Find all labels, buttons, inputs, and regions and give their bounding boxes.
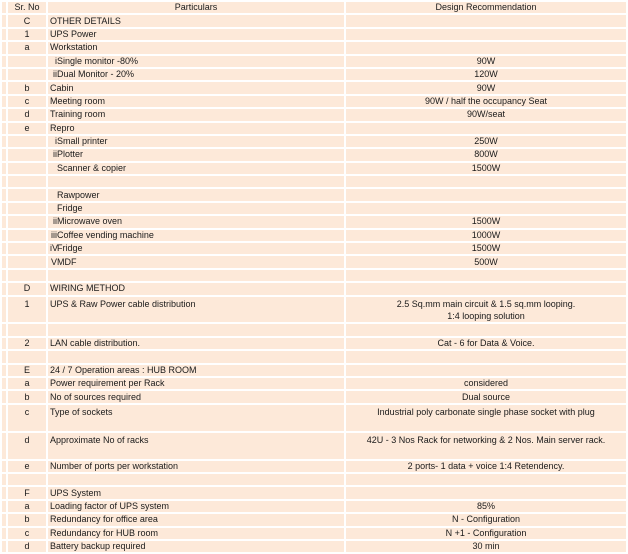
design-recommendation-text: 250W bbox=[474, 136, 498, 147]
particulars-cell[interactable] bbox=[48, 461, 344, 472]
sr-no-cell[interactable]: a bbox=[8, 378, 46, 389]
design-recommendation-cell[interactable] bbox=[346, 528, 626, 539]
gutter-cell[interactable] bbox=[2, 56, 6, 67]
design-recommendation-text: N +1 - Configuration bbox=[445, 527, 527, 538]
table-row bbox=[2, 69, 626, 80]
particulars-cell[interactable] bbox=[48, 96, 344, 107]
gutter-cell[interactable] bbox=[2, 365, 6, 376]
gutter-cell[interactable] bbox=[2, 69, 6, 80]
design-recommendation-cell[interactable] bbox=[346, 378, 626, 389]
particulars-wrap bbox=[50, 123, 344, 134]
particulars-cell[interactable] bbox=[48, 69, 344, 80]
sr-no-cell[interactable]: c bbox=[8, 528, 46, 539]
table-row bbox=[2, 391, 626, 402]
particulars-cell[interactable] bbox=[48, 365, 344, 376]
particulars-wrap bbox=[50, 298, 344, 310]
design-recommendation-text: 1500W bbox=[471, 216, 501, 227]
design-recommendation-text: 90W/seat bbox=[466, 109, 506, 120]
table-body bbox=[2, 2, 626, 552]
table-row bbox=[2, 243, 626, 254]
roman-prefix: ii bbox=[53, 69, 57, 80]
sr-no-cell[interactable]: C bbox=[8, 15, 46, 26]
table-row bbox=[2, 109, 626, 120]
blank-row bbox=[2, 351, 626, 362]
design-recommendation-text: 1:4 looping solution bbox=[447, 311, 525, 321]
blank-row bbox=[2, 176, 626, 187]
sr-no-cell[interactable]: E bbox=[8, 365, 46, 376]
sr-no-cell[interactable]: 1 bbox=[8, 29, 46, 40]
design-recommendation-cell[interactable] bbox=[346, 149, 626, 160]
particulars-cell[interactable] bbox=[48, 216, 344, 227]
particulars-wrap bbox=[50, 541, 344, 552]
particulars-cell[interactable] bbox=[48, 123, 344, 134]
particulars-cell[interactable] bbox=[48, 283, 344, 294]
sr-no-cell[interactable]: b bbox=[8, 514, 46, 525]
particulars-wrap bbox=[50, 365, 344, 376]
particulars-text: Small printer bbox=[57, 136, 108, 147]
roman-prefix: iV bbox=[50, 243, 59, 254]
gutter-cell[interactable] bbox=[2, 42, 6, 53]
particulars-wrap bbox=[50, 528, 344, 539]
sr-no-cell[interactable]: c bbox=[8, 96, 46, 107]
gutter-cell[interactable] bbox=[2, 528, 6, 539]
table-row bbox=[2, 230, 626, 241]
table-row bbox=[2, 487, 626, 498]
table-row bbox=[2, 203, 626, 214]
gutter-cell[interactable] bbox=[2, 297, 6, 323]
gutter-cell[interactable] bbox=[2, 338, 6, 349]
design-recommendation-cell[interactable] bbox=[346, 42, 626, 53]
table-row bbox=[2, 149, 626, 160]
sr-no-cell[interactable] bbox=[8, 203, 46, 214]
gutter-cell[interactable] bbox=[2, 474, 6, 485]
sr-no-cell[interactable] bbox=[8, 324, 46, 335]
particulars-wrap bbox=[50, 378, 344, 389]
design-recommendation-text: 120W bbox=[474, 69, 498, 80]
particulars-text: Type of sockets bbox=[50, 406, 113, 417]
gutter-cell[interactable] bbox=[2, 123, 6, 134]
particulars-text: Scanner & copier bbox=[57, 162, 127, 173]
gutter-cell[interactable] bbox=[2, 203, 6, 214]
table-row bbox=[2, 189, 626, 200]
design-recommendation-text: N - Configuration bbox=[451, 514, 521, 525]
design-recommendation-cell[interactable] bbox=[346, 176, 626, 187]
table-row bbox=[2, 461, 626, 472]
roman-prefix: iii bbox=[51, 229, 57, 240]
sr-no-cell[interactable] bbox=[8, 351, 46, 362]
particulars-text: Battery backup required bbox=[50, 541, 146, 552]
particulars-wrap bbox=[50, 338, 344, 349]
particulars-cell[interactable] bbox=[48, 189, 344, 200]
design-recommendation-cell[interactable] bbox=[346, 243, 626, 254]
gutter-cell[interactable] bbox=[2, 270, 6, 281]
particulars-cell[interactable] bbox=[48, 82, 344, 93]
gutter-cell[interactable] bbox=[2, 82, 6, 93]
gutter-cell[interactable] bbox=[2, 163, 6, 174]
particulars-cell[interactable] bbox=[48, 474, 344, 485]
design-recommendation-text: 1500W bbox=[471, 162, 501, 173]
gutter-cell[interactable] bbox=[2, 176, 6, 187]
particulars-text: Dual Monitor - 20% bbox=[57, 69, 135, 80]
gutter-cell[interactable] bbox=[2, 230, 6, 241]
roman-prefix: ii bbox=[53, 216, 57, 227]
gutter-cell[interactable] bbox=[2, 461, 6, 472]
gutter-cell[interactable] bbox=[2, 109, 6, 120]
table-row bbox=[2, 15, 626, 26]
particulars-wrap bbox=[50, 163, 344, 174]
gutter-cell[interactable] bbox=[2, 216, 6, 227]
design-recommendation-text: 2.5 Sq.mm main circuit & 1.5 sq.mm looping. bbox=[396, 298, 576, 309]
particulars-cell[interactable] bbox=[48, 270, 344, 281]
particulars-text: LAN cable distribution. bbox=[50, 338, 141, 349]
particulars-wrap bbox=[50, 83, 344, 94]
particulars-wrap bbox=[50, 325, 344, 336]
particulars-text: No of sources required bbox=[50, 391, 142, 402]
particulars-cell[interactable] bbox=[48, 15, 344, 26]
design-recommendation-text: 90W bbox=[476, 82, 496, 93]
particulars-cell[interactable] bbox=[48, 29, 344, 40]
particulars-cell[interactable] bbox=[48, 243, 344, 254]
sr-no-cell[interactable] bbox=[8, 56, 46, 67]
gutter-cell[interactable] bbox=[2, 283, 6, 294]
sr-no-cell[interactable] bbox=[8, 189, 46, 200]
sr-no-cell[interactable] bbox=[8, 270, 46, 281]
design-recommendation-text: Dual source bbox=[461, 391, 511, 402]
table-row bbox=[2, 378, 626, 389]
particulars-wrap bbox=[50, 29, 344, 40]
gutter-cell[interactable] bbox=[2, 243, 6, 254]
particulars-cell[interactable] bbox=[48, 528, 344, 539]
gutter-cell[interactable] bbox=[2, 189, 6, 200]
particulars-cell[interactable] bbox=[48, 351, 344, 362]
table-row bbox=[2, 514, 626, 525]
particulars-wrap bbox=[50, 190, 344, 201]
particulars-text: Training room bbox=[50, 109, 106, 120]
particulars-text: Power requirement per Rack bbox=[50, 378, 165, 389]
particulars-text: UPS System bbox=[50, 487, 102, 498]
particulars-wrap bbox=[50, 69, 344, 80]
roman-prefix: V bbox=[50, 256, 57, 267]
particulars-text: Plotter bbox=[57, 149, 84, 160]
table-row bbox=[2, 338, 626, 349]
column-header-design-recommendation[interactable]: Design Recommendation bbox=[346, 2, 626, 13]
sr-no-cell[interactable] bbox=[8, 176, 46, 187]
design-recommendation-cell[interactable] bbox=[346, 405, 626, 431]
design-recommendation-text: 30 min bbox=[472, 541, 500, 552]
table-row bbox=[2, 96, 626, 107]
design-recommendation-cell[interactable] bbox=[346, 163, 626, 174]
table-row bbox=[2, 528, 626, 539]
design-recommendation-cell[interactable] bbox=[346, 69, 626, 80]
table-row bbox=[2, 433, 626, 459]
particulars-text: Fridge bbox=[57, 243, 83, 254]
particulars-cell[interactable] bbox=[48, 405, 344, 431]
column-header-particulars[interactable]: Particulars bbox=[48, 2, 344, 13]
particulars-cell[interactable] bbox=[48, 338, 344, 349]
particulars-wrap bbox=[50, 16, 344, 27]
table-row bbox=[2, 405, 626, 431]
particulars-text: Workstation bbox=[50, 42, 98, 53]
sr-no-cell[interactable] bbox=[8, 136, 46, 147]
design-recommendation-text: Cat - 6 for Data & Voice. bbox=[437, 338, 535, 349]
gutter-cell[interactable] bbox=[2, 324, 6, 335]
design-recommendation-cell[interactable] bbox=[346, 391, 626, 402]
particulars-text: Redundancy for HUB room bbox=[50, 527, 159, 538]
sr-no-cell[interactable] bbox=[8, 256, 46, 267]
roman-prefix: i bbox=[55, 55, 57, 66]
design-recommendation-cell[interactable] bbox=[346, 96, 626, 107]
roman-prefix: ii bbox=[53, 149, 57, 160]
particulars-wrap bbox=[50, 96, 344, 107]
particulars-wrap bbox=[50, 203, 344, 214]
particulars-cell[interactable] bbox=[48, 136, 344, 147]
sr-no-cell[interactable] bbox=[8, 69, 46, 80]
header-row bbox=[2, 2, 626, 13]
gutter-cell[interactable] bbox=[2, 514, 6, 525]
design-recommendation-cell[interactable] bbox=[346, 230, 626, 241]
gutter-cell[interactable] bbox=[2, 378, 6, 389]
particulars-text: Loading factor of UPS system bbox=[50, 500, 170, 511]
sr-no-cell[interactable] bbox=[8, 230, 46, 241]
sr-no-cell[interactable]: a bbox=[8, 42, 46, 53]
design-recommendation-cell[interactable] bbox=[346, 283, 626, 294]
blank-row bbox=[2, 270, 626, 281]
particulars-text: WIRING METHOD bbox=[50, 283, 125, 294]
design-recommendation-text: 42U - 3 Nos Rack for networking & 2 Nos. Main server rack. bbox=[366, 434, 606, 445]
particulars-text: Approximate No of racks bbox=[50, 434, 149, 445]
particulars-wrap bbox=[50, 257, 344, 268]
gutter-cell[interactable] bbox=[2, 351, 6, 362]
gutter-cell[interactable] bbox=[2, 487, 6, 498]
particulars-wrap bbox=[50, 501, 344, 512]
table-row bbox=[2, 501, 626, 512]
design-recommendation-cell[interactable] bbox=[346, 541, 626, 552]
design-recommendation-cell[interactable] bbox=[346, 338, 626, 349]
particulars-cell[interactable] bbox=[48, 378, 344, 389]
sr-no-cell[interactable] bbox=[8, 474, 46, 485]
sr-no-cell[interactable]: d bbox=[8, 541, 46, 552]
table-row bbox=[2, 365, 626, 376]
particulars-text: 24 / 7 Operation areas : HUB ROOM bbox=[50, 364, 197, 375]
particulars-wrap bbox=[50, 270, 344, 281]
sr-no-cell[interactable]: F bbox=[8, 487, 46, 498]
design-recommendation-cell[interactable] bbox=[346, 256, 626, 267]
design-recommendation-cell[interactable] bbox=[346, 203, 626, 214]
table-row bbox=[2, 256, 626, 267]
design-recommendation-cell[interactable] bbox=[346, 365, 626, 376]
design-recommendation-cell[interactable] bbox=[346, 474, 626, 485]
particulars-wrap bbox=[50, 42, 344, 53]
particulars-wrap bbox=[50, 283, 344, 294]
sr-no-cell[interactable]: b bbox=[8, 82, 46, 93]
gutter-cell[interactable] bbox=[2, 433, 6, 459]
particulars-wrap bbox=[50, 149, 344, 160]
blank-row bbox=[2, 474, 626, 485]
design-recommendation-cell[interactable] bbox=[346, 136, 626, 147]
table-row bbox=[2, 283, 626, 294]
design-recommendation-cell[interactable] bbox=[346, 216, 626, 227]
particulars-text: Coffee vending machine bbox=[57, 229, 154, 240]
table-row bbox=[2, 136, 626, 147]
particulars-text: UPS & Raw Power cable distribution bbox=[50, 298, 196, 309]
table-row bbox=[2, 42, 626, 53]
gutter-cell[interactable] bbox=[2, 541, 6, 552]
gutter-cell[interactable] bbox=[2, 136, 6, 147]
particulars-wrap bbox=[50, 230, 344, 241]
design-recommendation-cell[interactable] bbox=[346, 351, 626, 362]
design-recommendation-cell[interactable] bbox=[346, 82, 626, 93]
sr-no-cell[interactable]: D bbox=[8, 283, 46, 294]
table-row bbox=[2, 123, 626, 134]
particulars-wrap bbox=[50, 488, 344, 499]
design-recommendation-text: 90W / half the occupancy Seat bbox=[424, 95, 548, 106]
particulars-wrap bbox=[50, 406, 344, 418]
particulars-cell[interactable] bbox=[48, 297, 344, 323]
table-row bbox=[2, 163, 626, 174]
particulars-cell[interactable] bbox=[48, 230, 344, 241]
roman-prefix: i bbox=[55, 136, 57, 147]
design-recommendation-cell[interactable] bbox=[346, 324, 626, 335]
design-recommendation-text: 1500W bbox=[471, 243, 501, 254]
particulars-text: Microwave oven bbox=[57, 216, 123, 227]
table-row bbox=[2, 29, 626, 40]
particulars-text: Meeting room bbox=[50, 95, 106, 106]
table-row bbox=[2, 56, 626, 67]
design-recommendation-cell[interactable] bbox=[346, 433, 626, 459]
particulars-wrap bbox=[50, 461, 344, 472]
particulars-cell[interactable] bbox=[48, 256, 344, 267]
sr-no-cell[interactable] bbox=[8, 149, 46, 160]
table-row bbox=[2, 216, 626, 227]
particulars-text: Redundancy for office area bbox=[50, 514, 158, 525]
sr-no-cell[interactable] bbox=[8, 163, 46, 174]
particulars-wrap bbox=[50, 109, 344, 120]
sr-no-cell[interactable]: a bbox=[8, 501, 46, 512]
design-recommendation-text: 90W bbox=[476, 55, 496, 66]
particulars-wrap bbox=[50, 351, 344, 362]
design-recommendation-text: 500W bbox=[474, 256, 498, 267]
sr-no-cell[interactable]: c bbox=[8, 405, 46, 431]
particulars-text: Number of ports per workstation bbox=[50, 460, 179, 471]
particulars-cell[interactable] bbox=[48, 176, 344, 187]
design-recommendation-cell[interactable] bbox=[346, 270, 626, 281]
design-recommendation-cell[interactable] bbox=[346, 514, 626, 525]
design-recommendation-cell[interactable] bbox=[346, 189, 626, 200]
sr-no-cell[interactable] bbox=[8, 216, 46, 227]
particulars-cell[interactable] bbox=[48, 433, 344, 459]
particulars-cell[interactable] bbox=[48, 541, 344, 552]
particulars-text: MDF bbox=[57, 256, 77, 267]
sr-no-cell[interactable]: e bbox=[8, 461, 46, 472]
sr-no-cell[interactable]: 2 bbox=[8, 338, 46, 349]
design-recommendation-text: 2 ports- 1 data + voice 1:4 Retendency. bbox=[407, 460, 565, 471]
particulars-wrap bbox=[50, 474, 344, 485]
sr-no-cell[interactable]: d bbox=[8, 433, 46, 459]
particulars-cell[interactable] bbox=[48, 324, 344, 335]
particulars-cell[interactable] bbox=[48, 149, 344, 160]
particulars-cell[interactable] bbox=[48, 203, 344, 214]
gutter-cell[interactable] bbox=[2, 149, 6, 160]
particulars-wrap bbox=[50, 136, 344, 147]
design-recommendation-text: 85% bbox=[476, 500, 495, 511]
design-recommendation-cell[interactable] bbox=[346, 297, 626, 323]
blank-row bbox=[2, 324, 626, 335]
design-recommendation-cell[interactable] bbox=[346, 15, 626, 26]
design-recommendation-text: considered bbox=[463, 378, 509, 389]
gutter-cell[interactable] bbox=[2, 501, 6, 512]
gutter-cell[interactable] bbox=[2, 256, 6, 267]
particulars-text: Fridge bbox=[57, 203, 83, 214]
design-recommendation-cell[interactable] bbox=[346, 461, 626, 472]
gutter-cell[interactable] bbox=[2, 15, 6, 26]
table-row bbox=[2, 541, 626, 552]
gutter-cell[interactable] bbox=[2, 2, 6, 13]
design-recommendation-cell[interactable] bbox=[346, 123, 626, 134]
design-recommendation-cell[interactable] bbox=[346, 56, 626, 67]
particulars-wrap bbox=[50, 216, 344, 227]
sr-no-cell[interactable]: 1 bbox=[8, 297, 46, 323]
sr-no-cell[interactable]: d bbox=[8, 109, 46, 120]
column-header-sr-no[interactable]: Sr. No bbox=[8, 2, 46, 13]
particulars-cell[interactable] bbox=[48, 109, 344, 120]
gutter-cell[interactable] bbox=[2, 96, 6, 107]
particulars-text: Repro bbox=[50, 122, 75, 133]
sr-no-cell[interactable]: b bbox=[8, 391, 46, 402]
particulars-cell[interactable] bbox=[48, 501, 344, 512]
particulars-cell[interactable] bbox=[48, 42, 344, 53]
design-recommendation-text: 800W bbox=[474, 149, 498, 160]
particulars-wrap bbox=[50, 392, 344, 403]
gutter-cell[interactable] bbox=[2, 405, 6, 431]
sr-no-cell[interactable]: e bbox=[8, 123, 46, 134]
particulars-wrap bbox=[50, 434, 344, 446]
particulars-cell[interactable] bbox=[48, 391, 344, 402]
particulars-text: Single monitor -80% bbox=[57, 55, 139, 66]
design-recommendation-cell[interactable] bbox=[346, 29, 626, 40]
design-recommendation-cell[interactable] bbox=[346, 487, 626, 498]
gutter-cell[interactable] bbox=[2, 391, 6, 402]
particulars-wrap bbox=[50, 176, 344, 187]
particulars-cell[interactable] bbox=[48, 56, 344, 67]
design-recommendation-cell[interactable] bbox=[346, 109, 626, 120]
sr-no-cell[interactable] bbox=[8, 243, 46, 254]
table-row bbox=[2, 82, 626, 93]
particulars-wrap bbox=[50, 56, 344, 67]
design-recommendation-text: 1000W bbox=[471, 229, 501, 240]
particulars-text: OTHER DETAILS bbox=[50, 15, 121, 26]
particulars-wrap bbox=[50, 514, 344, 525]
table-row bbox=[2, 297, 626, 323]
particulars-cell[interactable] bbox=[48, 487, 344, 498]
design-recommendation-text: Industrial poly carbonate single phase socket with plug bbox=[377, 406, 595, 417]
particulars-wrap bbox=[50, 243, 344, 254]
particulars-text: Rawpower bbox=[57, 189, 100, 200]
particulars-text: Cabin bbox=[50, 82, 74, 93]
particulars-cell[interactable] bbox=[48, 514, 344, 525]
particulars-text: UPS Power bbox=[50, 28, 97, 39]
gutter-cell[interactable] bbox=[2, 29, 6, 40]
particulars-cell[interactable] bbox=[48, 163, 344, 174]
design-recommendation-cell[interactable] bbox=[346, 501, 626, 512]
